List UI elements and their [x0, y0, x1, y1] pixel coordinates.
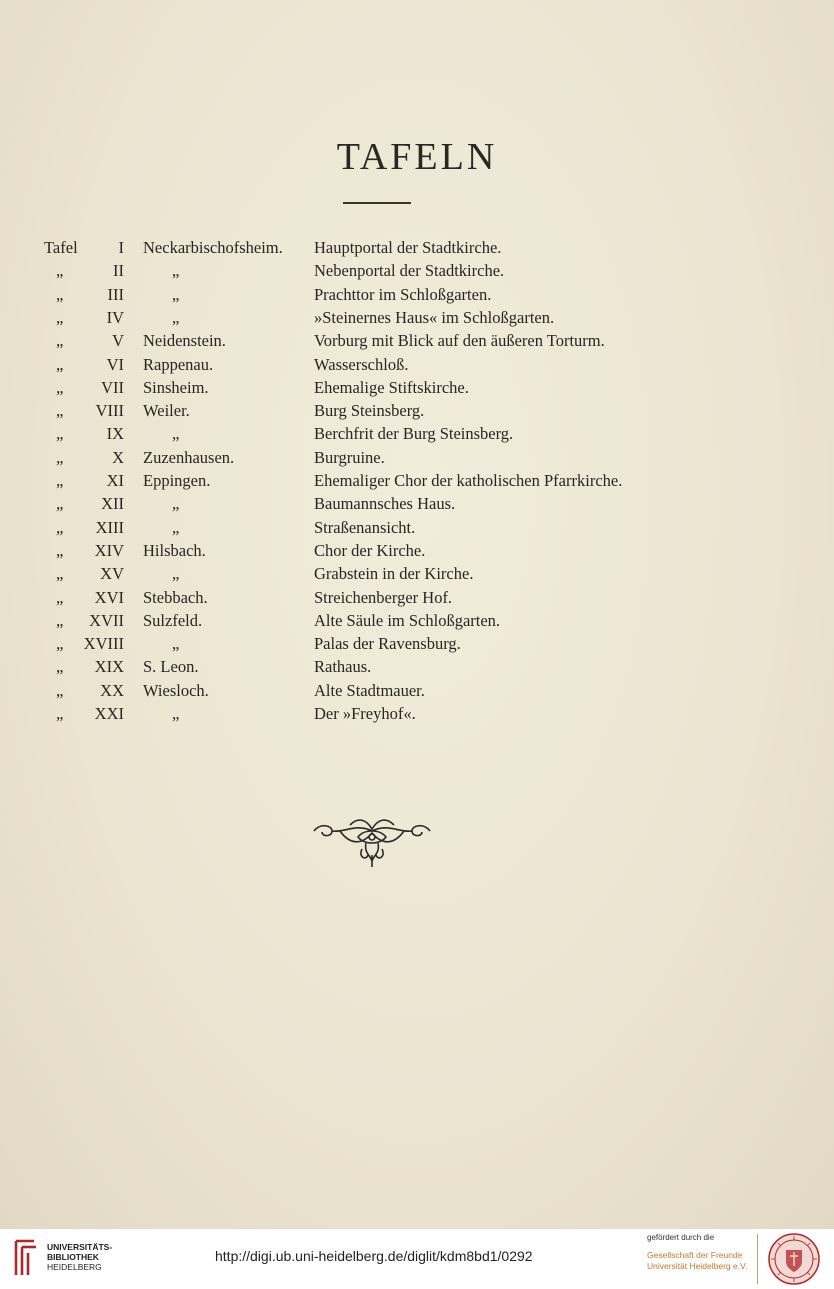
plate-number: X	[112, 447, 124, 467]
plate-label: „	[56, 331, 64, 351]
plate-description: Prachttor im Schloßgarten.	[314, 284, 492, 304]
plate-place: „	[172, 424, 180, 444]
plate-row	[0, 516, 834, 539]
plate-number: IV	[106, 307, 124, 327]
plate-number: I	[118, 238, 124, 257]
plate-label: „	[56, 447, 64, 467]
university-library-logo-icon	[10, 1237, 40, 1279]
plate-number: XIV	[94, 540, 124, 560]
plate-row	[0, 586, 834, 609]
plate-place: „	[172, 564, 180, 584]
plate-label: „	[56, 680, 64, 700]
plate-number: II	[113, 261, 124, 281]
title-underline	[343, 202, 411, 204]
plate-row	[0, 399, 834, 422]
plate-row	[0, 609, 834, 632]
plate-row	[0, 236, 834, 259]
plate-place: Neidenstein.	[143, 331, 226, 351]
plate-number: XX	[100, 680, 124, 700]
plate-place: Sinsheim.	[143, 377, 209, 397]
plate-description: Ehemaliger Chor der katholischen Pfarrkirche.	[314, 471, 623, 490]
plate-description: Straßenansicht.	[314, 517, 416, 537]
plate-label: „	[56, 634, 64, 654]
plate-row	[0, 283, 834, 306]
permalink-url[interactable]: http://digi.ub.uni-heidelberg.de/diglit/kdm8bd1/0292	[215, 1248, 533, 1264]
plate-place: „	[172, 284, 180, 304]
plate-number: XVI	[94, 587, 124, 607]
plate-description: Grabstein in der Kirche.	[314, 564, 474, 584]
plate-place: „	[172, 261, 180, 281]
plate-label: „	[56, 307, 64, 327]
library-name	[47, 1242, 112, 1272]
sponsor-name	[647, 1250, 747, 1272]
plate-number: XVII	[89, 610, 124, 630]
plate-description: Alte Säule im Schloßgarten.	[314, 610, 501, 630]
plate-place: S. Leon.	[143, 657, 199, 677]
library-name-line1: UNIVERSITÄTS-	[47, 1242, 113, 1252]
plate-description: Rathaus.	[314, 657, 372, 677]
plate-description: Burg Steinsberg.	[314, 401, 425, 421]
ornament-flourish-icon	[310, 815, 434, 869]
plate-row	[0, 562, 834, 585]
page-title: TAFELN	[336, 136, 498, 178]
plate-number: VIII	[95, 401, 124, 421]
plate-label: „	[56, 401, 64, 421]
plate-description: Baumannsches Haus.	[314, 494, 456, 514]
plate-description: Streichenberger Hof.	[314, 587, 453, 607]
plate-number: XV	[100, 564, 124, 584]
plate-number: VI	[106, 354, 124, 374]
plate-row	[0, 539, 834, 562]
plate-number: XII	[101, 494, 124, 514]
plate-row	[0, 632, 834, 655]
plate-description: Vorburg mit Blick auf den äußeren Torturm.	[314, 331, 605, 351]
plate-row	[0, 422, 834, 445]
plate-description: Chor der Kirche.	[314, 540, 426, 560]
plate-place: Zuzenhausen.	[143, 447, 235, 467]
plate-label: „	[56, 657, 64, 677]
plate-row	[0, 492, 834, 515]
plate-description: Hauptportal der Stadtkirche.	[314, 238, 502, 257]
plate-label: „	[56, 704, 64, 723]
plate-label: „	[56, 494, 64, 514]
sponsor-label: gefördert durch die	[647, 1233, 715, 1242]
plate-place: Sulzfeld.	[143, 610, 203, 630]
plate-label: „	[56, 540, 64, 560]
plate-place: „	[172, 307, 180, 327]
plate-number: XIX	[94, 657, 124, 677]
plate-row	[0, 329, 834, 352]
plate-row	[0, 446, 834, 469]
plate-place: „	[172, 704, 180, 723]
plate-place: Neckarbischofsheim.	[143, 238, 283, 257]
plate-place: „	[172, 634, 180, 654]
plate-place: Rappenau.	[143, 354, 214, 374]
plate-label: „	[56, 284, 64, 304]
plate-description: Alte Stadtmauer.	[314, 680, 425, 700]
plate-place: Weiler.	[143, 401, 190, 421]
plate-number: XVIII	[83, 634, 124, 654]
university-seal-icon	[767, 1232, 821, 1286]
plate-row	[0, 469, 834, 492]
plate-description: Wasserschloß.	[314, 354, 409, 374]
plate-label: „	[56, 471, 64, 490]
plate-row	[0, 679, 834, 702]
plate-row	[0, 376, 834, 399]
plate-place: „	[172, 494, 180, 514]
plate-label: „	[56, 261, 64, 281]
plate-description: Nebenportal der Stadtkirche.	[314, 261, 505, 281]
plate-number: XXI	[94, 704, 124, 723]
plate-row	[0, 306, 834, 329]
plate-number: XIII	[95, 517, 124, 537]
plate-description: »Steinernes Haus« im Schloßgarten.	[314, 307, 555, 327]
plate-description: Burgruine.	[314, 447, 385, 467]
plate-description: Der »Freyhof«.	[314, 704, 416, 723]
plate-number: XI	[106, 471, 124, 490]
plate-place: Hilsbach.	[143, 540, 206, 560]
plate-number: III	[107, 284, 124, 304]
plate-label: „	[56, 354, 64, 374]
plate-description: Palas der Ravensburg.	[314, 634, 461, 654]
plate-row	[0, 353, 834, 376]
plate-description: Ehemalige Stiftskirche.	[314, 377, 469, 397]
sponsor-line1: Gesellschaft der Freunde	[647, 1250, 743, 1260]
plate-number: V	[112, 331, 124, 351]
plate-label: „	[56, 424, 64, 444]
plate-place: „	[172, 517, 180, 537]
plate-label: Tafel	[44, 238, 78, 257]
plate-place: Wiesloch.	[143, 680, 209, 700]
plate-label: „	[56, 587, 64, 607]
plate-row	[0, 702, 834, 725]
plate-label: „	[56, 377, 64, 397]
sponsor-line2: Universität Heidelberg e.V.	[647, 1261, 748, 1271]
plate-place: Eppingen.	[143, 471, 211, 490]
sponsor-divider	[757, 1234, 758, 1284]
plate-label: „	[56, 517, 64, 537]
plate-row	[0, 259, 834, 282]
plate-row	[0, 655, 834, 678]
plate-place: Stebbach.	[143, 587, 208, 607]
plate-description: Berchfrit der Burg Steinsberg.	[314, 424, 514, 444]
library-name-line2: BIBLIOTHEK	[47, 1252, 99, 1262]
plate-number: VII	[101, 377, 124, 397]
library-name-line3: HEIDELBERG	[47, 1262, 102, 1272]
digitization-footer	[0, 1229, 834, 1289]
plate-label: „	[56, 564, 64, 584]
plate-label: „	[56, 610, 64, 630]
plate-number: IX	[106, 424, 124, 444]
